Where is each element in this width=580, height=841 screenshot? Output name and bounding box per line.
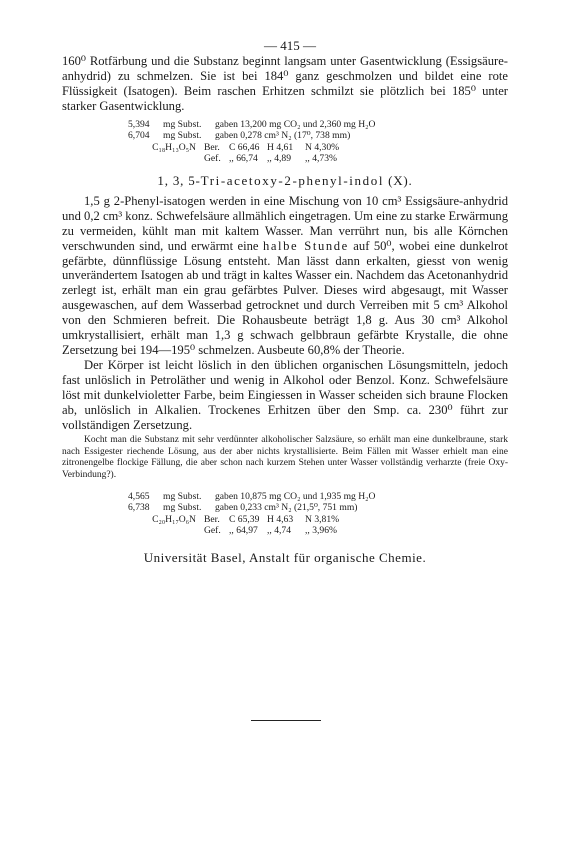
end-rule: [251, 720, 321, 721]
analysis-block-2: [128, 491, 508, 537]
measurement-result: gaben 10,875 mg CO₂ und 1,935 mg H₂O: [215, 490, 376, 502]
found-hydrogen: ,, 4,74: [267, 525, 291, 537]
found-hydrogen: ,, 4,89: [267, 153, 291, 165]
procedure-text-b: auf 50⁰, wobei eine dunkelrot gefärbte, dünnflüssige Lösung entsteht. Man lässt dann erkalten, giesst von wenig unverändertem Isatogen ab und trägt in kaltes Wasser ein. Nachdem das Acetonanhydrid zerlegt ist, erhält man ein grau gefärbtes Pulver. Dieses wird abgesaugt, mit Wasser ausgewaschen, auf dem Wasserbad getrocknet und durch Verreiben mit 5 cm³ Alkohol von den Schmieren befreit. Die Rohausbeute beträgt 1,8 g. Aus 30 cm³ Alkohol umkrystallisiert, erhält man 1,3 g schwach gelbbraun gefärbte Krystalle, die ohne Zersetzung bei 194—195⁰ schmelzen. Ausbeute 60,8% der Theorie.: [62, 238, 508, 357]
calc-label: Ber.: [204, 513, 220, 525]
measurement-result: gaben 0,233 cm³ N₂ (21,5⁰, 751 mm): [215, 502, 358, 514]
measurement-row: [128, 491, 508, 503]
found-carbon: ,, 66,74: [229, 153, 258, 165]
analysis-found-row: [128, 153, 508, 165]
procedure-emphasis: halbe Stunde: [262, 238, 349, 253]
heading-compound-name: Tri-acetoxy-2-phenyl-indol: [200, 173, 385, 188]
found-label: Gef.: [204, 525, 221, 537]
sample-mass: 5,394: [128, 118, 150, 130]
analysis-found-row: [128, 525, 508, 537]
sample-mass: 6,704: [128, 130, 150, 142]
calc-nitrogen: N 4,30%: [305, 141, 340, 153]
found-nitrogen: ,, 3,96%: [305, 525, 337, 537]
footnote-small: Kocht man die Substanz mit sehr verdünnter alkoholischer Salzsäure, so erhält man eine dunkelbraune, stark nach Essigester riechende Lösung, aus der aber nichts krystallisierte. Beim Fällen mit Wasser erhielt man eine zitronengelbe flockige Fällung, die aber schon nach kurzem Stehen unter Wasser vollständig verharzte (freie Oxy-Verbindung?).: [62, 435, 508, 480]
found-nitrogen: ,, 4,73%: [305, 153, 337, 165]
calc-carbon: C 65,39: [229, 513, 260, 525]
section-heading: [62, 174, 508, 189]
sample-unit: mg Subst.: [163, 130, 202, 142]
analysis-block-1: [128, 119, 508, 165]
institution-footer: Universität Basel, Anstalt für organische Chemie.: [143, 549, 427, 565]
paragraph-intro: 160⁰ Rotfärbung und die Substanz beginnt langsam unter Gasentwicklung (Essigsäure-anhydrid) zu schmelzen. Sie ist bei 184⁰ ganz geschmolzen und bildet eine rote Flüssigkeit (Isatogen). Beim raschen Erhitzen schmilzt sie plötzlich bei 185⁰ unter starker Gasentwicklung.: [62, 54, 508, 113]
molecular-formula: C₂₀H₁₇O₆N: [152, 513, 196, 525]
sample-mass: 6,738: [128, 502, 150, 514]
page-body: [62, 54, 508, 566]
sample-unit: mg Subst.: [163, 490, 202, 502]
calc-label: Ber.: [204, 141, 220, 153]
sample-mass: 4,565: [128, 490, 150, 502]
heading-prefix: 1, 3, 5-: [157, 173, 201, 188]
procedure-text-a: 1,5 g 2-Phenyl-isatogen werden in eine Mischung von 10 cm³ Essigsäure-anhydrid und 0,2 cm³ konz. Schwefelsäure allmählich eingetragen. Um eine zu starke Erwärmung zu vermeiden, kühlt man mit kaltem Wasser. Man verrührt nun, bis alle Körnchen verschwunden sind, und erwärmt eine: [62, 193, 508, 253]
measurement-result: gaben 0,278 cm³ N₂ (17⁰, 738 mm): [215, 130, 351, 142]
analysis-calculated-row: [128, 514, 508, 526]
found-label: Gef.: [204, 153, 221, 165]
page-number: — 415 —: [264, 38, 316, 53]
measurement-row: [128, 502, 508, 514]
paragraph-procedure: [62, 194, 508, 358]
heading-suffix: (X).: [384, 173, 413, 188]
calc-carbon: C 66,46: [229, 141, 260, 153]
calc-hydrogen: H 4,61: [267, 141, 294, 153]
found-carbon: ,, 64,97: [229, 525, 258, 537]
calc-hydrogen: H 4,63: [267, 513, 294, 525]
measurement-row: [128, 130, 508, 142]
sample-unit: mg Subst.: [163, 118, 202, 130]
measurement-result: gaben 13,200 mg CO₂ und 2,360 mg H₂O: [215, 118, 376, 130]
sample-unit: mg Subst.: [163, 502, 202, 514]
molecular-formula: C₁₈H₁₃O₅N: [152, 141, 196, 153]
measurement-row: [128, 119, 508, 131]
calc-nitrogen: N 3,81%: [305, 513, 340, 525]
paragraph-properties: Der Körper ist leicht löslich in den üblichen organischen Lösungsmitteln, jedoch fast unlöslich in Petroläther und wenig in Alkohol oder Benzol. Konz. Schwefelsäure löst mit dunkelvioletter Farbe, beim Eingiessen in Wasser scheiden sich braune Flocken ab, unlöslich in Alkalien. Trockenes Erhitzen über den Smp. ca. 230⁰ führt zur vollständigen Zersetzung.: [62, 357, 508, 432]
analysis-calculated-row: [128, 142, 508, 154]
